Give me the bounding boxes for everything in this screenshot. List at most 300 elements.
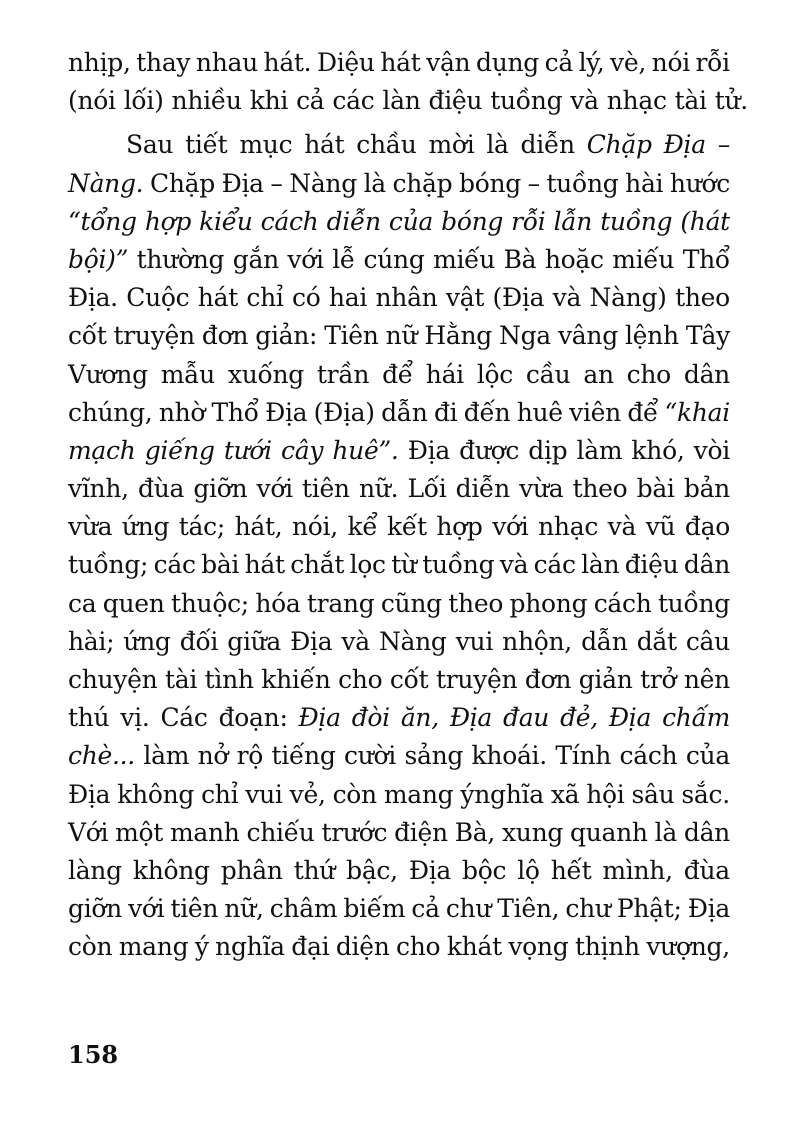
word: cách (260, 206, 319, 236)
word: hết (550, 855, 592, 885)
text-line (68, 699, 730, 737)
word: vừa (68, 512, 113, 542)
word: các (533, 550, 576, 580)
word: Phật; (616, 894, 682, 924)
word: hát (304, 130, 345, 160)
word: đau (503, 703, 550, 733)
word: dân (683, 817, 730, 847)
word: nhờ (158, 397, 206, 427)
word: bài (636, 474, 675, 504)
word: Địa (290, 626, 333, 656)
paragraph (68, 44, 748, 120)
word: các (332, 86, 375, 116)
word: cây (281, 435, 324, 465)
word: vận (426, 48, 471, 77)
word: chư (565, 894, 611, 924)
word: ý (194, 932, 209, 962)
word: đẻ, (560, 703, 598, 733)
word: truyện (435, 665, 518, 694)
word: chắt (290, 550, 345, 580)
text-line (68, 394, 730, 432)
text-line (68, 44, 730, 82)
word: có (292, 283, 321, 313)
word: Bà (503, 244, 537, 274)
word: hóa (255, 588, 301, 618)
word: Tây (685, 321, 730, 351)
word: manh (169, 817, 240, 847)
word: và (552, 283, 582, 313)
word: Địa (298, 703, 341, 733)
word: chúng, (68, 397, 153, 427)
word: làm (576, 435, 623, 465)
word: Bà, (454, 817, 496, 847)
word: cả (544, 48, 573, 77)
word: từ (391, 550, 417, 580)
word: trở (640, 665, 677, 694)
word: đối (179, 626, 219, 656)
word: cầu (525, 359, 571, 389)
word: thuộc; (170, 588, 249, 618)
word: chỉ (246, 283, 284, 313)
word: bội)” (68, 244, 129, 274)
word: mẫu (160, 359, 215, 389)
word: không (132, 855, 210, 885)
word: nên (683, 665, 730, 694)
word: bậc, (346, 855, 398, 885)
word: an (583, 359, 614, 389)
word: kể (347, 512, 378, 542)
word: nhau (195, 48, 258, 77)
word: tài (165, 665, 198, 694)
word: hợp (436, 512, 483, 542)
word: tuồng (657, 588, 730, 618)
word: tiên (170, 894, 219, 924)
word: vâng (557, 321, 618, 351)
word: không (117, 779, 195, 809)
word: mang (383, 779, 454, 809)
word: nhiều (171, 86, 242, 116)
word: một (115, 817, 164, 847)
word: bộc (462, 855, 507, 885)
word: Với (68, 817, 109, 847)
word: Địa (608, 703, 652, 733)
word: theo (448, 588, 504, 618)
word: tưới (223, 435, 272, 465)
word: ăn, (400, 703, 439, 733)
word: chầu (356, 130, 417, 160)
word: lọc (349, 550, 386, 580)
word: tuồng (490, 86, 563, 116)
word: điệu (624, 550, 679, 580)
word: lễ (332, 244, 355, 274)
text-line (68, 126, 730, 164)
word: của (388, 206, 434, 236)
word: nữ. (358, 474, 399, 504)
word: cốt (68, 321, 107, 351)
word: chư (445, 894, 492, 924)
word: với (287, 244, 324, 274)
word: cũng (380, 588, 442, 618)
word: nhạc (538, 512, 599, 542)
word: bài (201, 550, 240, 580)
word: vũ (645, 512, 676, 542)
word: Sau (126, 130, 174, 160)
word: Địa (663, 130, 706, 160)
word: được (459, 435, 520, 465)
word: Nàng (378, 626, 447, 656)
word: – (527, 168, 540, 198)
word: đi (433, 397, 458, 427)
text-line (68, 546, 730, 584)
word: làn (581, 550, 620, 580)
word: mời (428, 130, 475, 160)
word: huê (516, 397, 563, 427)
word: câu (685, 626, 730, 656)
word: là (486, 130, 509, 160)
word: kết (387, 512, 427, 542)
word: giản (578, 665, 633, 694)
word: (nói (68, 86, 116, 116)
word: theo (572, 474, 628, 504)
word: châm (269, 894, 338, 924)
text-line (68, 317, 730, 355)
word: tuồng; (68, 550, 149, 580)
word: nở (197, 741, 229, 771)
word: tiên (302, 474, 350, 504)
word: diễn (455, 474, 510, 504)
word: còn (332, 779, 377, 809)
word: hát. (263, 48, 312, 77)
word: huê”. (332, 435, 399, 465)
word: diễn (326, 206, 381, 236)
word: Nàng. (68, 168, 144, 198)
word: Địa (687, 894, 730, 924)
word: tử. (714, 86, 748, 116)
word: Địa (68, 779, 111, 809)
word: khoái. (471, 741, 547, 771)
word: thay (136, 48, 191, 77)
text-line (68, 814, 730, 852)
word: với (256, 474, 293, 504)
word: mình, (602, 855, 673, 885)
word: hái (425, 359, 464, 389)
text-line (68, 279, 730, 317)
word: tác; (178, 512, 225, 542)
word: thường (136, 244, 225, 274)
word: hài; (68, 626, 115, 656)
word: điệu (428, 86, 483, 116)
word: vật (445, 283, 485, 313)
word: đoạn: (218, 703, 288, 733)
word: Địa (221, 168, 264, 198)
word: (Địa) (313, 397, 375, 427)
word: lệnh (624, 321, 679, 351)
word: (Địa (492, 283, 545, 313)
word: hai (328, 283, 368, 313)
word: là (363, 168, 386, 198)
paragraph (68, 126, 730, 966)
word: vừa (519, 474, 564, 504)
word: phân (220, 855, 283, 885)
word: miếu (612, 244, 675, 274)
word: nghĩa (215, 932, 285, 962)
word: đạo (684, 512, 730, 542)
word: ca (68, 588, 97, 618)
word: “khai (664, 397, 730, 427)
word: rỗi (695, 48, 730, 77)
word: Địa (407, 435, 450, 465)
word: ýnghĩa (460, 779, 544, 809)
word: biếm (343, 894, 406, 924)
word: khi (249, 86, 289, 116)
word: khát (446, 932, 502, 962)
word: làng (68, 855, 122, 885)
word: ứng (121, 512, 170, 542)
word: hát, (234, 512, 283, 542)
word: đòi (351, 703, 390, 733)
word: theo (675, 283, 730, 313)
word: dân (683, 550, 730, 580)
word: bản (683, 474, 730, 504)
word: đơn (524, 665, 572, 694)
word: giếng (144, 435, 215, 465)
word: dẫn (581, 626, 628, 656)
word: vè, (610, 48, 647, 77)
word: cho (396, 932, 441, 962)
word: của (685, 741, 730, 771)
word: cốt (389, 665, 429, 694)
word: cách (619, 741, 678, 771)
word: Diệu (316, 48, 375, 77)
word: khiến (261, 665, 331, 694)
word: miếu (433, 244, 496, 274)
text-line (68, 585, 730, 623)
text-line (68, 737, 730, 775)
word: khó, (631, 435, 685, 465)
word: lẫn (553, 206, 593, 236)
word: giỡn (193, 474, 248, 504)
word: vọng (508, 932, 569, 962)
word: Nàng) (589, 283, 667, 313)
word: Tính (555, 741, 612, 771)
word: Vương (68, 359, 148, 389)
word: xã (550, 779, 580, 809)
word: giữa (227, 626, 282, 656)
word: nói, (291, 512, 338, 542)
word: cách (593, 588, 652, 618)
word: lộ (517, 855, 540, 885)
word: để (627, 397, 659, 427)
word: điện (394, 817, 448, 847)
word: – (717, 130, 730, 160)
word: Cuộc (126, 283, 190, 313)
word: dẫn (381, 397, 428, 427)
word: vui (455, 626, 494, 656)
text-line (68, 928, 730, 966)
word: hát (244, 550, 285, 580)
text-line (68, 623, 730, 661)
word: sảng (404, 741, 464, 771)
word: và (570, 86, 599, 116)
word: mang (118, 932, 189, 962)
word: Tiên (324, 321, 379, 351)
word: cả (411, 894, 440, 924)
word: diện (335, 932, 390, 962)
word: bóng (441, 206, 504, 236)
word: viên (569, 397, 621, 427)
text-line (68, 241, 730, 279)
word: là (654, 817, 677, 847)
word: gắn (232, 244, 279, 274)
word: vui (245, 779, 283, 809)
word: lộc (476, 359, 513, 389)
word: đùa (683, 855, 730, 885)
text-line (68, 508, 730, 546)
word: chấm (662, 703, 730, 733)
word: và (607, 512, 637, 542)
text-line (68, 82, 748, 120)
word: đơn (201, 321, 249, 351)
word: quen (102, 588, 165, 618)
word: giản: (255, 321, 318, 351)
text-line (68, 356, 730, 394)
word: hợp (144, 206, 192, 236)
word: trang (306, 588, 375, 618)
word: tài (674, 86, 707, 116)
word: nhạc (606, 86, 667, 116)
word: hát (197, 283, 238, 313)
word: ứng (123, 626, 171, 656)
word: sắc. (681, 779, 730, 809)
word: nữ (385, 321, 418, 351)
word: tình (204, 665, 254, 694)
word: làn (382, 86, 421, 116)
word: cả (296, 86, 325, 116)
word: Các (160, 703, 208, 733)
word: Chặp (586, 130, 652, 160)
word: hước (669, 168, 730, 198)
word: còn (68, 932, 113, 962)
word: vĩnh, (68, 474, 129, 504)
word: chè... (68, 741, 135, 771)
word: chiếu (246, 817, 315, 847)
word: nhịp, (68, 48, 131, 77)
word: nói (651, 48, 690, 77)
word: Địa (449, 703, 493, 733)
word: thịnh (574, 932, 640, 962)
word: chặp (392, 168, 453, 198)
word: Tiên, (497, 894, 560, 924)
word: đến (463, 397, 511, 427)
word: truyện (113, 321, 195, 351)
word: tuồng (546, 168, 619, 198)
text-line (68, 776, 730, 814)
word: vị. (120, 703, 150, 733)
word: nhân (375, 283, 438, 313)
word: vẻ, (289, 779, 326, 809)
word: thứ (293, 855, 336, 885)
word: hội (586, 779, 625, 809)
word: xung (501, 817, 564, 847)
word: sâu (631, 779, 675, 809)
word: Nàng (289, 168, 357, 198)
word: dắt (636, 626, 677, 656)
word: hài (625, 168, 664, 198)
word: hoặc (544, 244, 604, 274)
word: để (382, 359, 413, 389)
word: dụng (475, 48, 539, 77)
word: lý, (578, 48, 605, 77)
word: tuồng (600, 206, 673, 236)
word: vượng, (646, 932, 730, 962)
word: tiết (185, 130, 228, 160)
word: Hằng (424, 321, 492, 351)
word: vòi (693, 435, 730, 465)
word: với (492, 512, 529, 542)
word: bóng (458, 168, 521, 198)
text-line (68, 203, 730, 241)
word: – (270, 168, 283, 198)
word: hát (380, 48, 421, 77)
text-line (68, 470, 730, 508)
word: Lối (407, 474, 447, 504)
word: và (341, 626, 370, 656)
word: Địa. (68, 283, 118, 313)
word: và (499, 550, 529, 580)
word: lối) (123, 86, 164, 116)
body-text (68, 44, 748, 967)
text-line (68, 661, 730, 699)
word: các (153, 550, 196, 580)
word: Thổ (682, 244, 730, 274)
word: dịp (528, 435, 568, 465)
word: mạch (68, 435, 136, 465)
word: cho (338, 665, 383, 694)
word: phong (509, 588, 588, 618)
word: cúng (363, 244, 425, 274)
text-line (68, 432, 730, 470)
word: Địa (265, 397, 308, 427)
word: chỉ (201, 779, 239, 809)
word: tiếng (271, 741, 336, 771)
word: Thổ (211, 397, 259, 427)
word: với (128, 894, 165, 924)
word: dân (683, 359, 730, 389)
word: đại (291, 932, 330, 962)
word: chuyện (68, 665, 158, 694)
page-number: 158 (68, 1040, 119, 1069)
text-line (68, 165, 730, 203)
word: Địa (408, 855, 452, 885)
word: thú (68, 703, 110, 733)
word: Chặp (149, 168, 215, 198)
text-line (68, 852, 730, 890)
word: kiểu (199, 206, 253, 236)
word: cho (626, 359, 671, 389)
word: rỗi (511, 206, 546, 236)
word: quanh (570, 817, 648, 847)
word: trần (316, 359, 370, 389)
word: mục (239, 130, 293, 160)
word: nhộn, (502, 626, 572, 656)
text-line (68, 890, 730, 928)
word: Nga (499, 321, 551, 351)
word: trước (321, 817, 388, 847)
word: “tổng (68, 206, 137, 236)
word: cười (344, 741, 396, 771)
word: rộ (236, 741, 264, 771)
word: nữ, (224, 894, 264, 924)
